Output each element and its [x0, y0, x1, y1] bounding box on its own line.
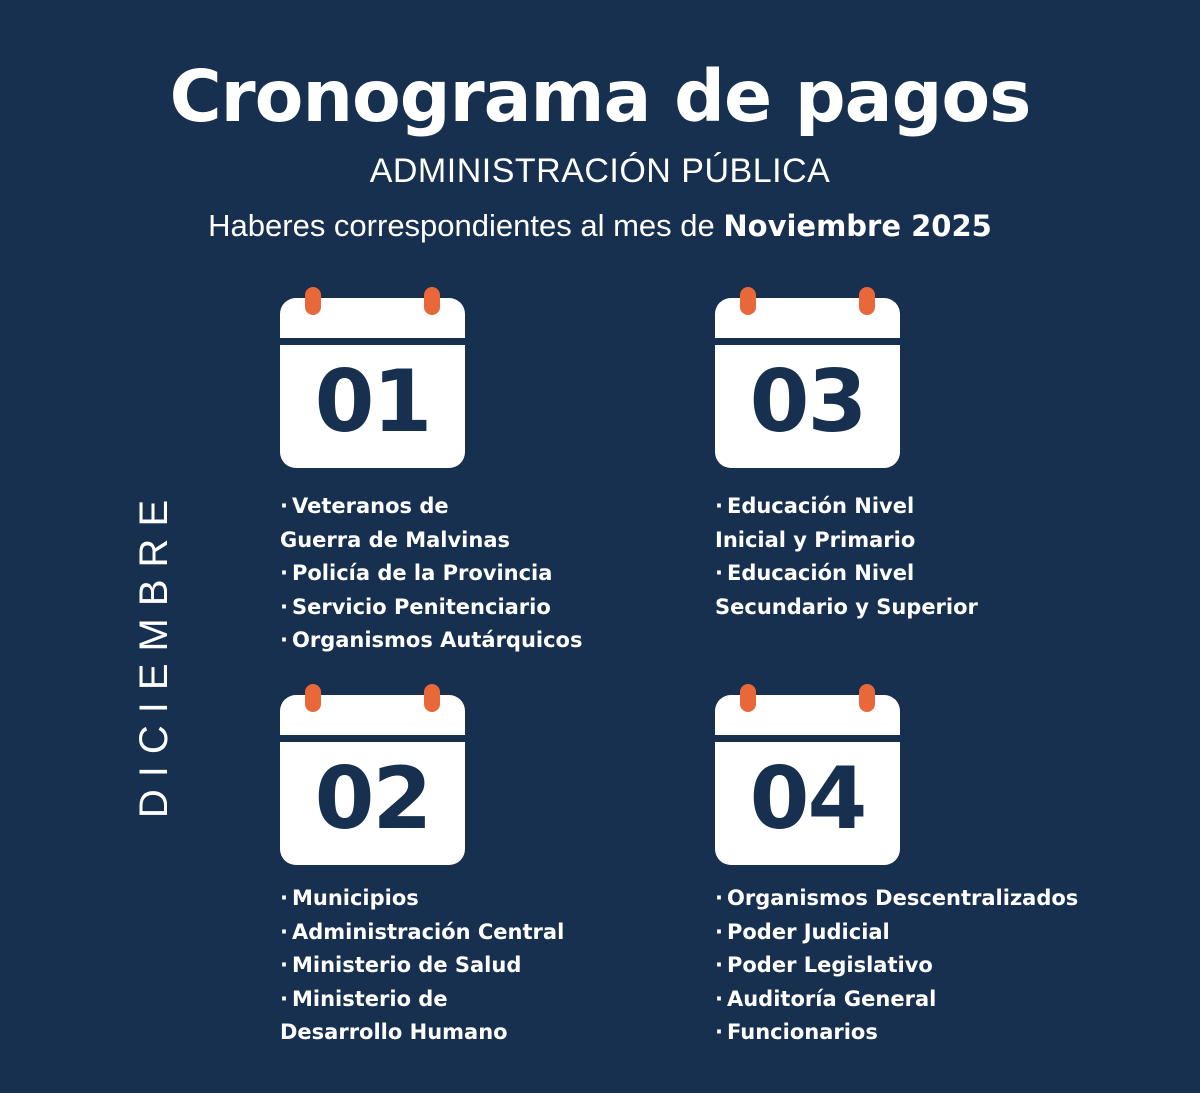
day-number: 03	[749, 352, 866, 452]
bullet-icon: ·	[715, 953, 723, 978]
calendar-divider	[280, 338, 465, 345]
bullet-icon: ·	[715, 494, 723, 518]
calendar-icon	[715, 298, 900, 468]
list-item: · Funcionarios	[715, 1020, 878, 1045]
list-item: Guerra de Malvinas	[280, 527, 510, 552]
calendar-ring-icon	[305, 287, 321, 315]
calendar-ring-icon	[305, 684, 321, 712]
list-item: · Poder Judicial	[715, 919, 890, 944]
list-item: · Educación Nivel	[715, 494, 915, 518]
payment-group-list	[715, 490, 978, 624]
calendar-divider	[715, 338, 900, 345]
period-line	[0, 205, 1200, 247]
page-subtitle: ADMINISTRACIÓN PÚBLICA	[369, 152, 831, 190]
bullet-icon: ·	[715, 1020, 723, 1045]
list-item: · Auditoría General	[715, 986, 937, 1011]
calendar-ring-icon	[859, 684, 875, 712]
calendar-divider	[280, 735, 465, 742]
list-item: · Administración Central	[280, 919, 565, 944]
list-item: · Educación Nivel	[715, 561, 915, 586]
list-item: · Municipios	[280, 886, 419, 910]
bullet-icon: ·	[715, 561, 723, 586]
calendar-icon	[715, 695, 900, 865]
list-item: · Veteranos de	[280, 494, 449, 518]
bullet-icon: ·	[280, 919, 288, 944]
calendar-ring-icon	[424, 684, 440, 712]
list-item: Desarrollo Humano	[280, 1020, 508, 1045]
calendar-ring-icon	[740, 287, 756, 315]
calendar-ring-icon	[740, 684, 756, 712]
calendar-icon	[280, 298, 465, 468]
list-item: · Organismos Autárquicos	[280, 628, 583, 653]
bullet-icon: ·	[715, 886, 723, 910]
payment-group-list	[280, 882, 564, 1050]
list-item: · Ministerio de Salud	[280, 953, 522, 978]
period-highlight: Noviembre 2025	[723, 209, 992, 243]
list-item: Secundario y Superior	[715, 594, 978, 619]
list-item: · Poder Legislativo	[715, 953, 933, 978]
day-number: 04	[749, 749, 866, 849]
bullet-icon: ·	[280, 986, 288, 1011]
bullet-icon: ·	[280, 953, 288, 978]
list-item: · Policía de la Provincia	[280, 561, 553, 586]
payment-group-list	[280, 490, 583, 658]
list-item: Inicial y Primario	[715, 527, 916, 552]
page-title: Cronograma de pagos	[169, 55, 1031, 138]
calendar-ring-icon	[424, 287, 440, 315]
payment-group-list	[715, 882, 1078, 1050]
day-number: 01	[314, 352, 431, 452]
list-item: · Ministerio de	[280, 986, 448, 1011]
bullet-icon: ·	[280, 628, 288, 653]
list-item: · Servicio Penitenciario	[280, 594, 551, 619]
calendar-divider	[715, 735, 900, 742]
calendar-ring-icon	[859, 287, 875, 315]
period-prefix: Haberes correspondientes al mes de	[208, 208, 724, 243]
bullet-icon: ·	[280, 561, 288, 586]
bullet-icon: ·	[715, 986, 723, 1011]
calendar-icon	[280, 695, 465, 865]
bullet-icon: ·	[280, 886, 288, 910]
bullet-icon: ·	[280, 594, 288, 619]
bullet-icon: ·	[280, 494, 288, 518]
day-number: 02	[314, 749, 431, 849]
bullet-icon: ·	[715, 919, 723, 944]
month-label: DICIEMBRE	[132, 487, 176, 819]
list-item: · Organismos Descentralizados	[715, 886, 1079, 910]
